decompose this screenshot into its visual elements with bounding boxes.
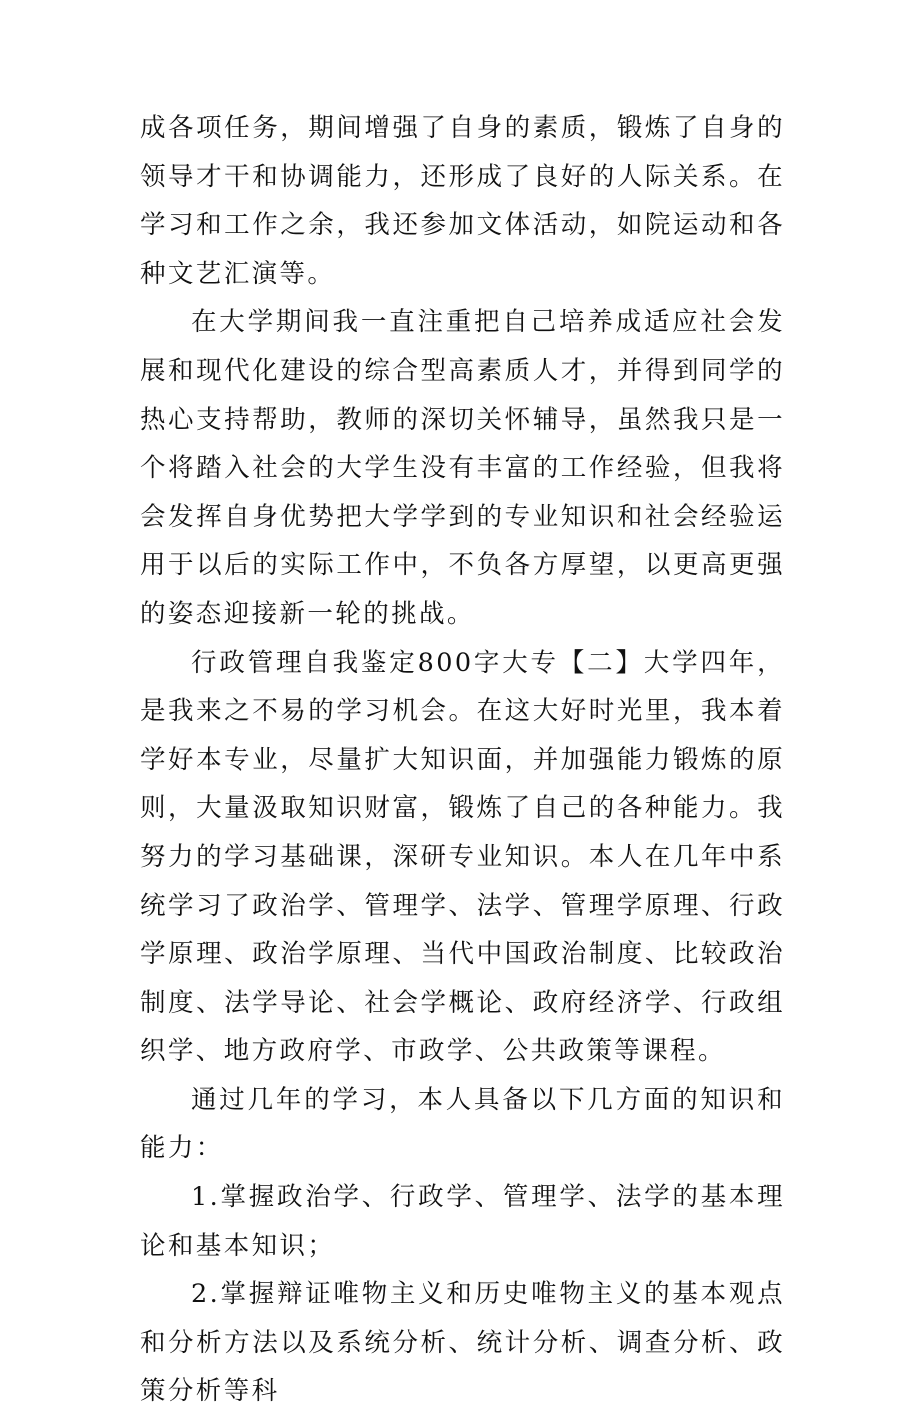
paragraph-1: 成各项任务，期间增强了自身的素质，锻炼了自身的领导才干和协调能力，还形成了良好的人际关系。在学习和工作之余，我还参加文体活动，如院运动和各种文艺汇演等。 — [140, 113, 785, 289]
paragraph-3: 行政管理自我鉴定800字大专【二】大学四年，是我来之不易的学习机会。在这大好时光里，我本着学好本专业，尽量扩大知识面，并加强能力锻炼的原则，大量汲取知识财富，锻炼了自己的各种能力。我努力的学习基础课，深研专业知识。本人在几年中系统学习了政治学、管理学、法学、管理学原理、行政学原理、政治学原理、当代中国政治制度、比较政治制度、法学导论、社会学概论、政府经济学、行政组织学、地方政府学、市政学、公共政策等课程。 — [140, 647, 785, 1067]
document-body — [140, 104, 785, 1416]
paragraph-2: 在大学期间我一直注重把自己培养成适应社会发展和现代化建设的综合型高素质人才，并得到同学的热心支持帮助，教师的深切关怀辅导，虽然我只是一个将踏入社会的大学生没有丰富的工作经验，但我将会发挥自身优势把大学学到的专业知识和社会经验运用于以后的实际工作中，不负各方厚望，以更高更强的姿态迎接新一轮的挑战。 — [140, 307, 785, 629]
paragraph-4: 通过几年的学习，本人具备以下几方面的知识和能力： — [140, 1084, 785, 1164]
list-item-1: 1.掌握政治学、行政学、管理学、法学的基本理论和基本知识； — [140, 1182, 785, 1261]
list-item-2: 2.掌握辩证唯物主义和历史唯物主义的基本观点和分析方法以及系统分析、统计分析、调查分析、政策分析等科 — [140, 1279, 785, 1407]
